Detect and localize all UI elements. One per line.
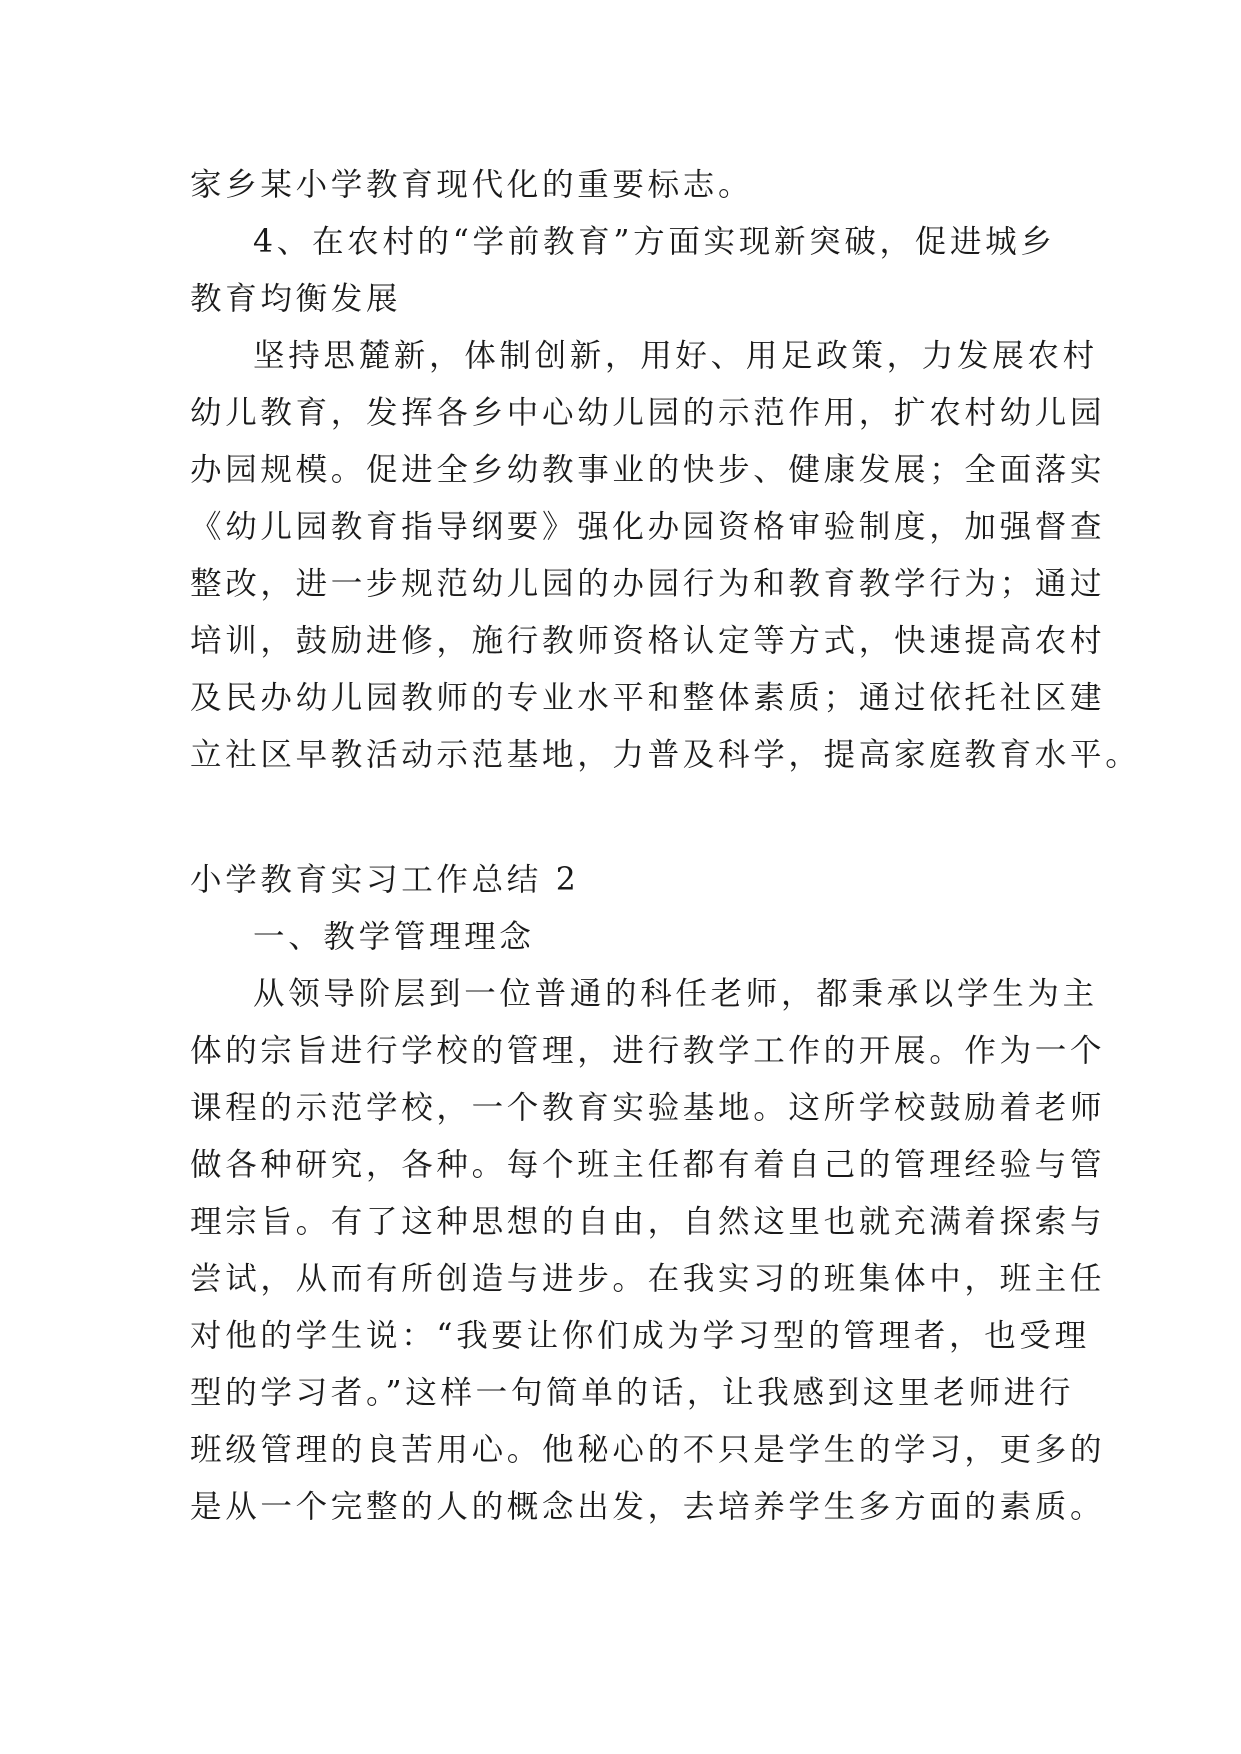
paragraph-start: 坚持思麓新，体制创新，用好、用足政策，力发展农村	[253, 338, 1098, 374]
section-title: 小学教育实习工作总结 2	[190, 862, 580, 898]
text-line: 幼儿教育，发挥各乡中心幼儿园的示范作用，扩农村幼儿园	[190, 395, 1106, 431]
text-line: 体的宗旨进行学校的管理，进行教学工作的开展。作为一个	[190, 1033, 1106, 1069]
paragraph-start: 从领导阶层到一位普通的科任老师，都秉承以学生为主	[253, 976, 1098, 1012]
text-line: 做各种研究，各种。每个班主任都有着自己的管理经验与管	[190, 1147, 1106, 1183]
section-heading: 一、教学管理理念	[253, 919, 535, 955]
text-line: 《幼儿园教育指导纲要》强化办园资格审验制度，加强督查	[190, 509, 1106, 545]
text-line: 班级管理的良苦用心。他秘心的不只是学生的学习，更多的	[190, 1432, 1106, 1468]
text-line: 办园规模。促进全乡幼教事业的快步、健康发展；全面落实	[190, 452, 1106, 488]
text-line: 对他的学生说：“我要让你们成为学习型的管理者，也受理	[190, 1318, 1090, 1354]
text-line: 是从一个完整的人的概念出发，去培养学生多方面的素质。	[190, 1489, 1106, 1525]
text-line: 及民办幼儿园教师的专业水平和整体素质；通过依托社区建	[190, 680, 1106, 716]
text-line: 教育均衡发展	[190, 281, 402, 317]
list-item-heading: 4、在农村的“学前教育”方面实现新突破，促进城乡	[253, 224, 1056, 260]
text-line: 整改，进一步规范幼儿园的办园行为和教育教学行为；通过	[190, 566, 1106, 602]
text-line: 立社区早教活动示范基地，力普及科学，提高家庭教育水平。	[190, 737, 1141, 773]
text-line: 型的学习者。”这样一句简单的话，让我感到这里老师进行	[190, 1375, 1075, 1411]
text-line: 尝试，从而有所创造与进步。在我实习的班集体中，班主任	[190, 1261, 1106, 1297]
text-line: 课程的示范学校，一个教育实验基地。这所学校鼓励着老师	[190, 1090, 1106, 1126]
text-line: 家乡某小学教育现代化的重要标志。	[190, 167, 754, 203]
text-line: 培训，鼓励进修，施行教师资格认定等方式，快速提高农村	[190, 623, 1106, 659]
text-line: 理宗旨。有了这种思想的自由，自然这里也就充满着探索与	[190, 1204, 1106, 1240]
